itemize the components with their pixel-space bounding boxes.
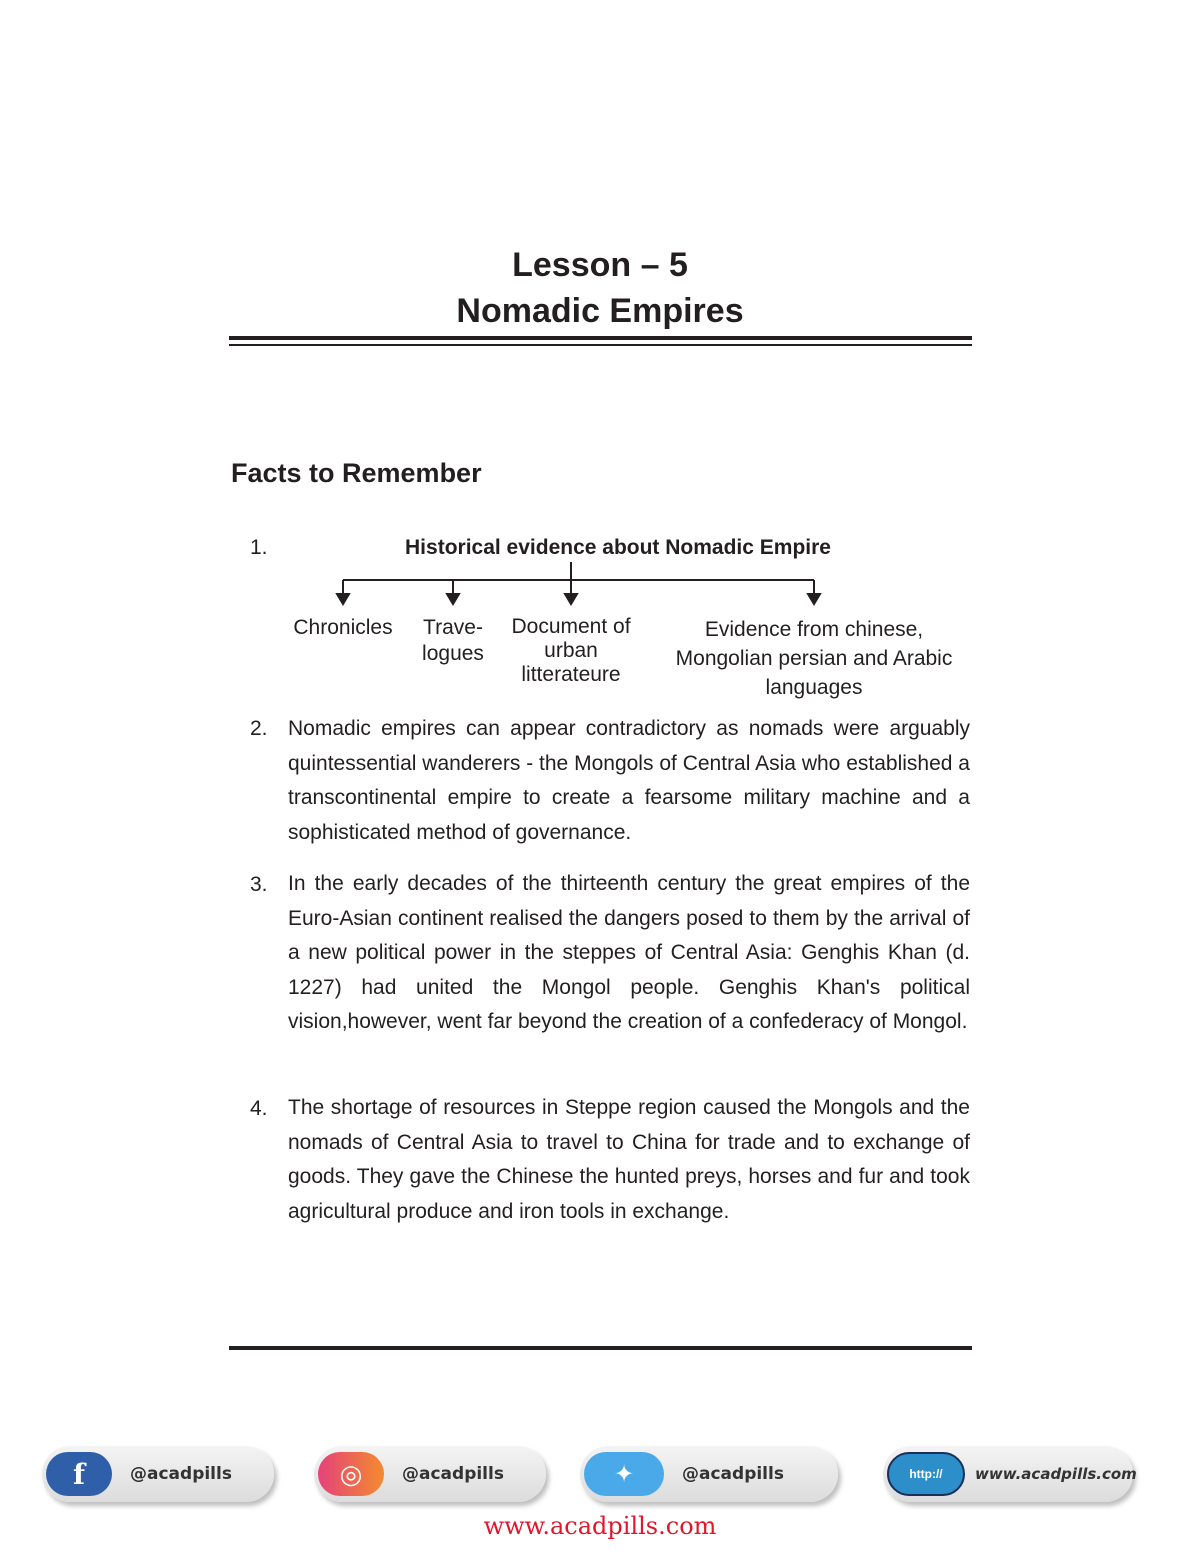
- fact-text: The shortage of resources in Steppe region caused the Mongols and the nomads of Central Asia to travel to China for trade and to exchange of goods. They gave the Chinese the hunted preys, horses and fur and took agricultural produce and iron tools in exchange.: [288, 1096, 970, 1223]
- diagram-node-chronicles: [283, 615, 403, 641]
- fact-text: Nomadic empires can appear contradictory as nomads were arguably quintessential wanderers - the Mongols of Central Asia who established a transcontinental empire to create a fearsome military machine and a sophisticated method of governance.: [288, 717, 970, 844]
- diagram-node-travelogues: [408, 615, 498, 667]
- fact-number: 4.: [250, 1097, 268, 1120]
- lesson-title: Nomadic Empires: [456, 292, 744, 330]
- fact-number: 2.: [250, 717, 268, 740]
- arrow-head: [808, 594, 820, 604]
- footer-url[interactable]: www.acadpills.com: [483, 1512, 717, 1540]
- node-line: languages: [765, 676, 863, 699]
- instagram-icon: ◎: [318, 1452, 384, 1496]
- web-icon: http://: [887, 1452, 965, 1496]
- fact-text: In the early decades of the thirteenth century the great empires of the Euro-Asian continent realised the dangers posed to them by the arrival of a new political power in the steppes of Central Asia: Genghis Khan (d. 1227) had united the Mongol people. Genghis Khan's political vision,however, went far beyond the creation of a confederacy of Mongol.: [288, 872, 970, 1034]
- section-heading: Facts to Remember: [231, 458, 482, 488]
- node-line: Document of: [511, 615, 631, 638]
- node-line: litterateure: [521, 663, 621, 686]
- node-line: urban: [544, 639, 598, 662]
- node-line: Evidence from chinese,: [704, 618, 924, 641]
- instagram-handle: @acadpills: [402, 1464, 504, 1484]
- twitter-link[interactable]: [580, 1446, 838, 1502]
- instagram-link[interactable]: [314, 1446, 546, 1502]
- arrow-head: [447, 594, 459, 604]
- node-line: logues: [422, 642, 484, 665]
- facebook-handle: @acadpills: [130, 1464, 232, 1484]
- facebook-link[interactable]: [42, 1446, 274, 1502]
- twitter-icon: ✦: [584, 1452, 664, 1496]
- node-line: Chronicles: [293, 616, 393, 639]
- website-handle: www.acadpills.com: [975, 1465, 1137, 1483]
- website-link[interactable]: [883, 1446, 1137, 1502]
- node-line: Mongolian persian and Arabic: [675, 647, 953, 670]
- diagram-node-urban-documents: [498, 615, 644, 687]
- facebook-icon: f: [46, 1452, 112, 1496]
- arrow-head: [565, 594, 577, 604]
- fact-number: 1.: [250, 536, 268, 559]
- node-line: Trave-: [423, 616, 483, 639]
- arrow-head: [337, 594, 349, 604]
- diagram-node-language-evidence: [652, 615, 976, 702]
- diagram-connectors: [0, 0, 1200, 620]
- footer-rule: [229, 1346, 972, 1350]
- lesson-number: Lesson – 5: [512, 246, 688, 284]
- twitter-handle: @acadpills: [682, 1464, 784, 1484]
- diagram-title: Historical evidence about Nomadic Empire: [405, 536, 831, 559]
- fact-number: 3.: [250, 873, 268, 896]
